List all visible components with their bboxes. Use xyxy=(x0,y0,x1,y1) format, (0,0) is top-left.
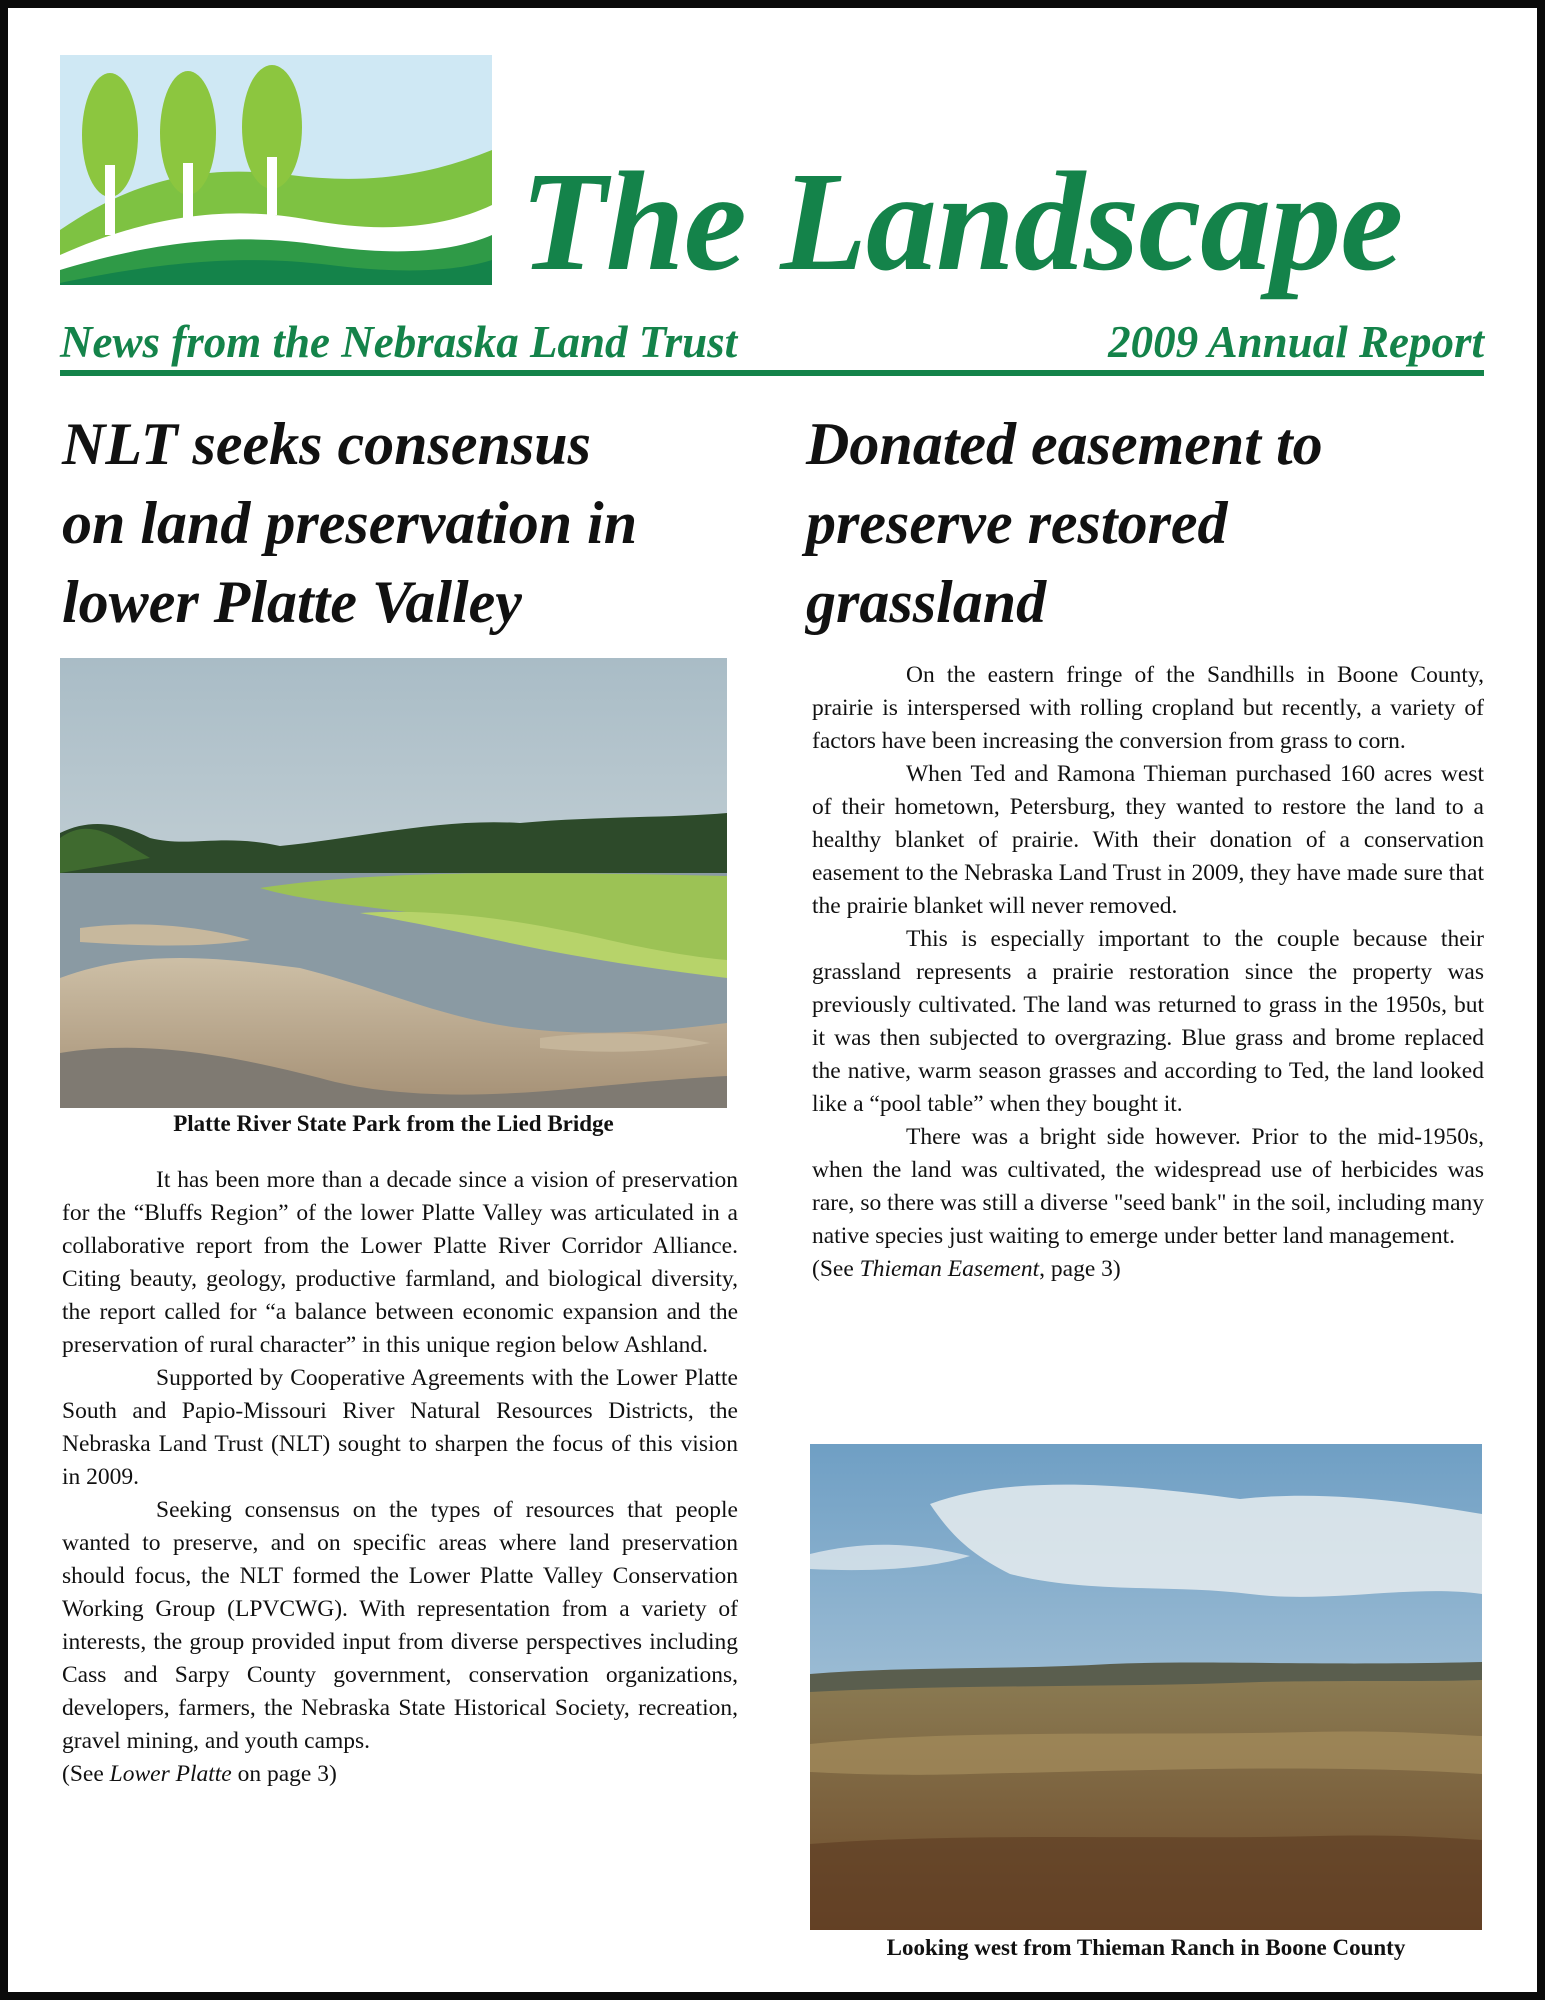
headline-line: NLT seeks consensus xyxy=(62,411,591,477)
continued-article-name: Thieman Easement xyxy=(859,1256,1040,1282)
left-article-headline xyxy=(62,405,637,642)
right-article-body xyxy=(812,659,1484,1286)
article-paragraph: It has been more than a decade since a vision of preservation for the “Bluffs Region” of the lower Platte Valley was articulated in a collaborative report from the Lower Platte River Corridor Alliance. Citing beauty, geology, productive farmland, and biological diversity, the report called for “a balance between economic expansion and the preservation of rural character” in this unique region below Ashland. xyxy=(62,1167,738,1358)
ranch-photo-caption: Looking west from Thieman Ranch in Boone County xyxy=(886,1935,1406,1960)
headline-line: Donated easement to xyxy=(806,411,1323,477)
continued-suffix: , page 3) xyxy=(1039,1256,1121,1282)
continued-reference xyxy=(62,1758,738,1791)
thieman-ranch-photo xyxy=(810,1444,1482,1930)
headline-line: grassland xyxy=(806,569,1047,635)
platte-river-photo xyxy=(60,658,727,1108)
continued-article-name: Lower Platte xyxy=(109,1761,232,1787)
subtitle-publisher: News from the Nebraska Land Trust xyxy=(60,317,738,367)
subtitle-edition: 2009 Annual Report xyxy=(1108,317,1484,367)
headline-line: preserve restored xyxy=(806,490,1228,556)
left-article-body xyxy=(62,1164,738,1791)
article-paragraph: There was a bright side however. Prior to the mid-1950s, when the land was cultivated, the widespread use of herbicides was rare, so there was still a diverse "seed bank" in the soil, including many native species just waiting to emerge under better land management. xyxy=(812,1124,1484,1249)
article-paragraph: Seeking consensus on the types of resources that people wanted to preserve, and on specific areas where land preservation should focus, the NLT formed the Lower Platte Valley Conservation Working Group (LPVCWG). With representation from a variety of interests, the group provided input from diverse perspectives including Cass and Sarpy County government, conservation organizations, developers, farmers, the Nebraska State Historical Society, recreation, gravel mining, and youth camps. xyxy=(62,1497,738,1754)
headline-line: on land preservation in xyxy=(62,490,638,556)
river-photo-caption: Platte River State Park from the Lied Bridge xyxy=(173,1111,614,1136)
right-article-headline xyxy=(806,405,1323,642)
masthead-rule xyxy=(60,370,1484,376)
article-paragraph: On the eastern fringe of the Sandhills in Boone County, prairie is interspersed with rolling cropland but recently, a variety of factors have been increasing the conversion from grass to corn. xyxy=(812,662,1484,754)
headline-line: lower Platte Valley xyxy=(62,569,522,635)
article-paragraph: This is especially important to the couple because their grassland represents a prairie restoration since the property was previously cultivated. The land was returned to grass in the 1950s, but it was then subjected to overgrazing. Blue grass and brome replaced the native, warm season grasses and according to Ted, the land looked like a “pool table” when they bought it. xyxy=(812,926,1484,1117)
continued-prefix: (See xyxy=(62,1761,110,1787)
land-trust-logo xyxy=(60,55,492,285)
article-paragraph: When Ted and Ramona Thieman purchased 160 acres west of their hometown, Petersburg, they wanted to restore the land to a healthy blanket of prairie. With their donation of a conservation easement to the Nebraska Land Trust in 2009, they have made sure that the prairie blanket will never removed. xyxy=(812,761,1484,919)
continued-prefix: (See xyxy=(812,1256,860,1282)
continued-suffix: on page 3) xyxy=(231,1761,337,1787)
article-paragraph: Supported by Cooperative Agreements with the Lower Platte South and Papio-Missouri River Natural Resources Districts, the Nebraska Land Trust (NLT) sought to sharpen the focus of this vision in 2009. xyxy=(62,1365,738,1490)
continued-reference xyxy=(812,1253,1484,1286)
masthead-title: The Landscape xyxy=(520,142,1403,300)
